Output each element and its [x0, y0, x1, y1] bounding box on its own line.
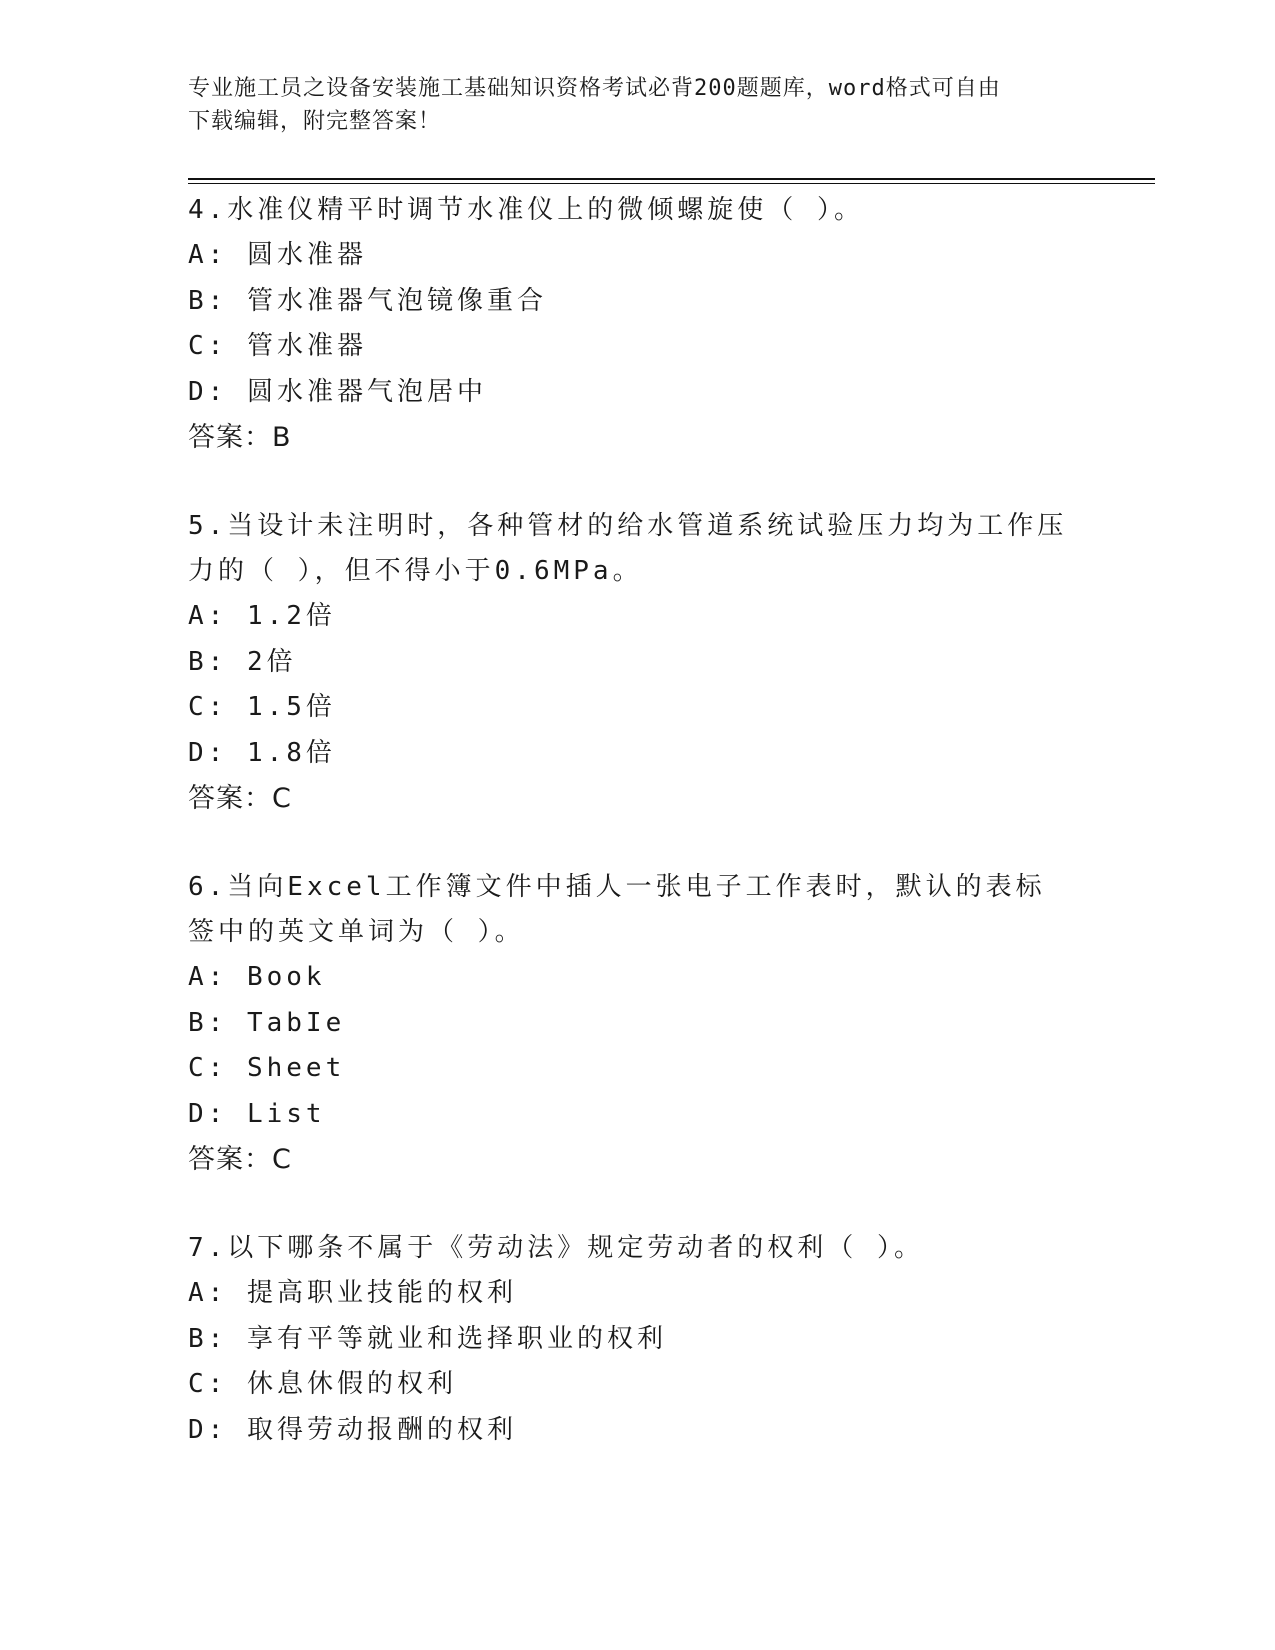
- option-text: 1.5倍: [246, 692, 336, 722]
- option-key: B:: [188, 285, 228, 316]
- option-text: 1.2倍: [246, 601, 336, 631]
- option-b: [188, 1001, 1068, 1047]
- option-c: [188, 685, 1068, 731]
- option-text: Book: [246, 962, 326, 992]
- option-d: [188, 1408, 1068, 1454]
- option-key: A:: [188, 962, 228, 992]
- option-a: [188, 233, 1068, 279]
- option-b: [188, 640, 1068, 686]
- option-key: B:: [188, 1007, 228, 1038]
- option-c: [188, 324, 1068, 370]
- option-key: C:: [188, 1369, 228, 1399]
- question-list: [188, 188, 1068, 1496]
- option-text: 管水准器: [246, 331, 367, 361]
- option-a: [188, 955, 1068, 1001]
- question-5: [188, 504, 1068, 822]
- option-text: 取得劳动报酬的权利: [246, 1414, 517, 1445]
- option-text: 1.8倍: [246, 737, 336, 768]
- document-header: [188, 72, 1088, 138]
- question-stem: 6.当向Excel工作簿文件中插人一张电子工作表时，默认的表标签中的英文单词为（ ）。: [188, 872, 1046, 947]
- option-key: A:: [188, 601, 228, 631]
- option-text: 2倍: [246, 646, 297, 677]
- question-7: [188, 1226, 1068, 1453]
- option-key: A:: [188, 240, 228, 270]
- answer-line: 答案：C: [188, 1144, 292, 1175]
- option-b: [188, 1317, 1068, 1363]
- option-key: D:: [188, 376, 228, 407]
- option-a: [188, 594, 1068, 640]
- header-divider-thin: [188, 183, 1155, 184]
- option-text: 提高职业技能的权利: [246, 1278, 517, 1308]
- question-stem: 7.以下哪条不属于《劳动法》规定劳动者的权利（ ）。: [188, 1233, 924, 1263]
- option-text: TabIe: [246, 1007, 346, 1038]
- option-key: D:: [188, 1414, 228, 1445]
- option-text: 圆水准器气泡居中: [246, 376, 487, 407]
- question-stem: 5.当设计未注明时，各种管材的给水管道系统试验压力均为工作压力的（ ），但不得小于0.6MPa。: [188, 511, 1068, 586]
- header-line-2: 下载编辑，附完整答案！: [188, 109, 442, 134]
- option-key: A:: [188, 1278, 228, 1308]
- option-text: 管水准器气泡镜像重合: [246, 285, 547, 316]
- header-line-1: 专业施工员之设备安装施工基础知识资格考试必背200题题库，word格式可自由: [188, 76, 1001, 101]
- option-key: C:: [188, 692, 228, 722]
- option-b: [188, 279, 1068, 325]
- option-text: Sheet: [246, 1053, 346, 1083]
- option-d: [188, 1092, 1068, 1138]
- option-key: C:: [188, 331, 228, 361]
- option-c: [188, 1046, 1068, 1092]
- option-text: 圆水准器: [246, 240, 367, 270]
- option-key: B:: [188, 646, 228, 677]
- option-d: [188, 731, 1068, 777]
- header-divider-thick: [188, 178, 1155, 180]
- option-text: 休息休假的权利: [246, 1369, 457, 1399]
- option-key: C:: [188, 1053, 228, 1083]
- option-c: [188, 1362, 1068, 1408]
- option-key: D:: [188, 1098, 228, 1129]
- option-d: [188, 370, 1068, 416]
- option-text: 享有平等就业和选择职业的权利: [246, 1323, 667, 1354]
- question-4: [188, 188, 1068, 461]
- answer-line: 答案：C: [188, 783, 292, 814]
- option-key: B:: [188, 1323, 228, 1354]
- question-stem: 4.水准仪精平时调节水准仪上的微倾螺旋使（ ）。: [188, 195, 864, 225]
- question-6: [188, 865, 1068, 1183]
- option-key: D:: [188, 737, 228, 768]
- option-a: [188, 1271, 1068, 1317]
- answer-line: 答案：B: [188, 422, 292, 453]
- option-text: List: [246, 1098, 326, 1129]
